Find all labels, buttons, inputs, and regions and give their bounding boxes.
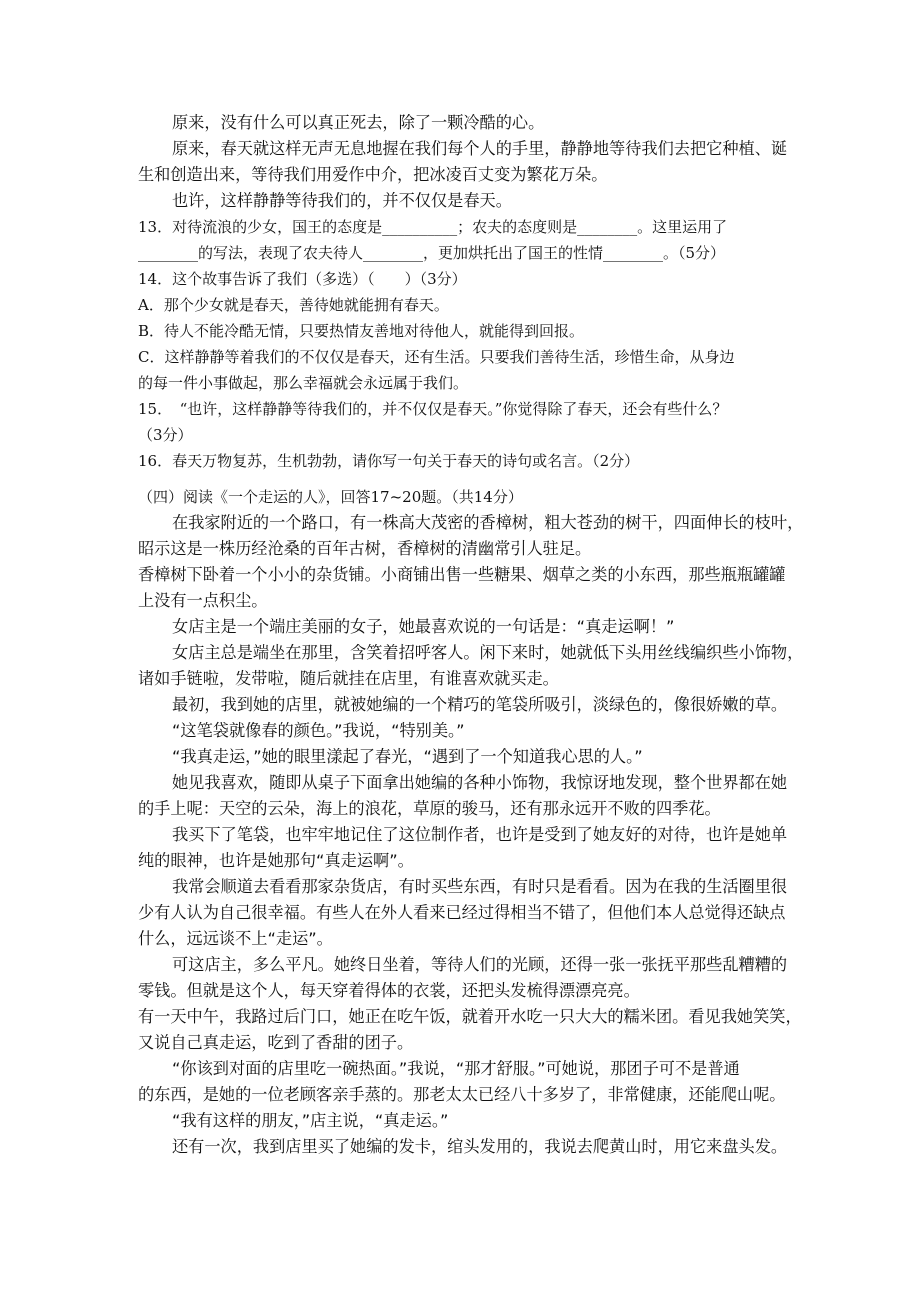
story-line: 诸如手链啦，发带啦，随后就挂在店里，有谁喜欢就买走。 bbox=[138, 669, 559, 688]
story-line: 在我家附近的一个路口，有一株高大茂密的香樟树，粗大苍劲的树干，四面伸长的枝叶， bbox=[172, 513, 804, 532]
story-line: 纯的眼神，也许是她那句“真走运啊”。 bbox=[138, 851, 414, 870]
question-16: 16．春天万物复苏，生机勃勃，请你写一句关于春天的诗句或名言。（2分） bbox=[138, 452, 640, 470]
question-15-line1: 15． “也许，这样静静等待我们的，并不仅仅是春天。”你觉得除了春天，还会有些什么？ bbox=[138, 400, 728, 418]
story-line: 上没有一点积尘。 bbox=[138, 591, 268, 610]
story-line: 又说自己真走运，吃到了香甜的团子。 bbox=[138, 1033, 414, 1052]
story-line: “我真走运，”她的眼里漾起了春光，“遇到了一个知道我心思的人。” bbox=[172, 747, 643, 766]
story-line: 我常会顺道去看看那家杂货店，有时买些东西，有时只是看看。因为在我的生活圈里很 bbox=[172, 877, 788, 896]
question-13-line2: ________的写法，表现了农夫待人________，更加烘托出了国王的性情________。（5分） bbox=[138, 244, 726, 262]
story-line: 还有一次，我到店里买了她编的发卡，绾头发用的，我说去爬黄山时，用它来盘头发。 bbox=[172, 1137, 788, 1156]
story-line: 我买下了笔袋，也牢牢地记住了这位制作者，也许是受到了她友好的对待，也许是她单 bbox=[172, 825, 788, 844]
story-line: “这笔袋就像春的颜色。”我说，“特别美。” bbox=[172, 721, 465, 740]
story-line: 少有人认为自己很幸福。有些人在外人看来已经过得相当不错了，但他们本人总觉得还缺点 bbox=[138, 903, 786, 922]
story-line: 的手上呢：天空的云朵，海上的浪花，草原的骏马，还有那永远开不败的四季花。 bbox=[138, 799, 721, 818]
story-line: 有一天中午，我路过后门口，她正在吃午饭，就着开水吃一只大大的糯米团。看见我她笑笑， bbox=[138, 1007, 802, 1026]
passage-ending bbox=[138, 110, 788, 214]
story-line: 什么，远远谈不上“走运”。 bbox=[138, 929, 333, 948]
passage-line: 生和创造出来，等待我们用爱作中介，把冰凌百丈变为繁花万朵。 bbox=[138, 165, 608, 184]
section-gap bbox=[138, 474, 788, 484]
story-line: 女店主总是端坐在那里，含笑着招呼客人。闲下来时，她就低下头用丝线编织些小饰物， bbox=[172, 643, 804, 662]
question-14-option-c-line2: 的每一件小事做起，那么幸福就会永远属于我们。 bbox=[138, 374, 469, 392]
story-line: “我有这样的朋友，”店主说，“真走运。” bbox=[172, 1111, 449, 1130]
story-line: 香樟树下卧着一个小小的杂货铺。小商铺出售一些糖果、烟草之类的小东西，那些瓶瓶罐罐 bbox=[138, 565, 786, 584]
story-line: 女店主是一个端庄美丽的女子，她最喜欢说的一句话是：“真走运啊！” bbox=[172, 617, 675, 636]
story-line: 的东西，是她的一位老顾客亲手蒸的。那老太太已经八十多岁了，非常健康，还能爬山呢。 bbox=[138, 1085, 786, 1104]
question-14-option-c-line1: C．这样静静等着我们的不仅仅是春天，还有生活。只要我们善待生活，珍惜生命，从身边 bbox=[138, 348, 735, 366]
story-line: 昭示这是一株历经沧桑的百年古树，香樟树的清幽常引人驻足。 bbox=[138, 539, 592, 558]
story-line: 她见我喜欢，随即从桌子下面拿出她编的各种小饰物，我惊讶地发现，整个世界都在她 bbox=[172, 773, 788, 792]
story-line: “你该到对面的店里吃一碗热面。”我说，“那才舒服。”可她说，那团子可不是普通 bbox=[172, 1059, 740, 1078]
passage-line: 也许，这样静静等待我们的，并不仅仅是春天。 bbox=[172, 191, 512, 210]
question-14-stem: 14．这个故事告诉了我们（多选）（ ）（3分） bbox=[138, 270, 467, 288]
question-13-line1: 13．对待流浪的少女，国王的态度是__________；农夫的态度则是________。这里运用了 bbox=[138, 218, 728, 236]
document-page bbox=[138, 110, 804, 1160]
question-14-option-b: B．待人不能冷酷无情，只要热情友善地对待他人，就能得到回报。 bbox=[138, 322, 585, 340]
passage-line: 原来，春天就这样无声无息地握在我们每个人的手里，静静地等待我们去把它种植、诞 bbox=[172, 139, 788, 158]
story-line: 零钱。但就是这个人，每天穿着得体的衣裳，还把头发梳得漂漂亮亮。 bbox=[138, 981, 640, 1000]
questions-block bbox=[138, 214, 788, 474]
question-14-option-a: A．那个少女就是春天，善待她就能拥有春天。 bbox=[138, 296, 449, 314]
section-4-heading: （四）阅读《一个走运的人》，回答17~20题。（共14分） bbox=[138, 488, 523, 506]
question-15-line2: （3分） bbox=[138, 426, 193, 444]
story-line: 最初，我到她的店里，就被她编的一个精巧的笔袋所吸引，淡绿色的，像很娇嫩的草。 bbox=[172, 695, 788, 714]
passage-line: 原来，没有什么可以真正死去，除了一颗冷酷的心。 bbox=[172, 113, 545, 132]
story-line: 可这店主，多么平凡。她终日坐着，等待人们的光顾，还得一张一张抚平那些乱糟糟的 bbox=[172, 955, 788, 974]
section-4 bbox=[138, 484, 804, 1160]
